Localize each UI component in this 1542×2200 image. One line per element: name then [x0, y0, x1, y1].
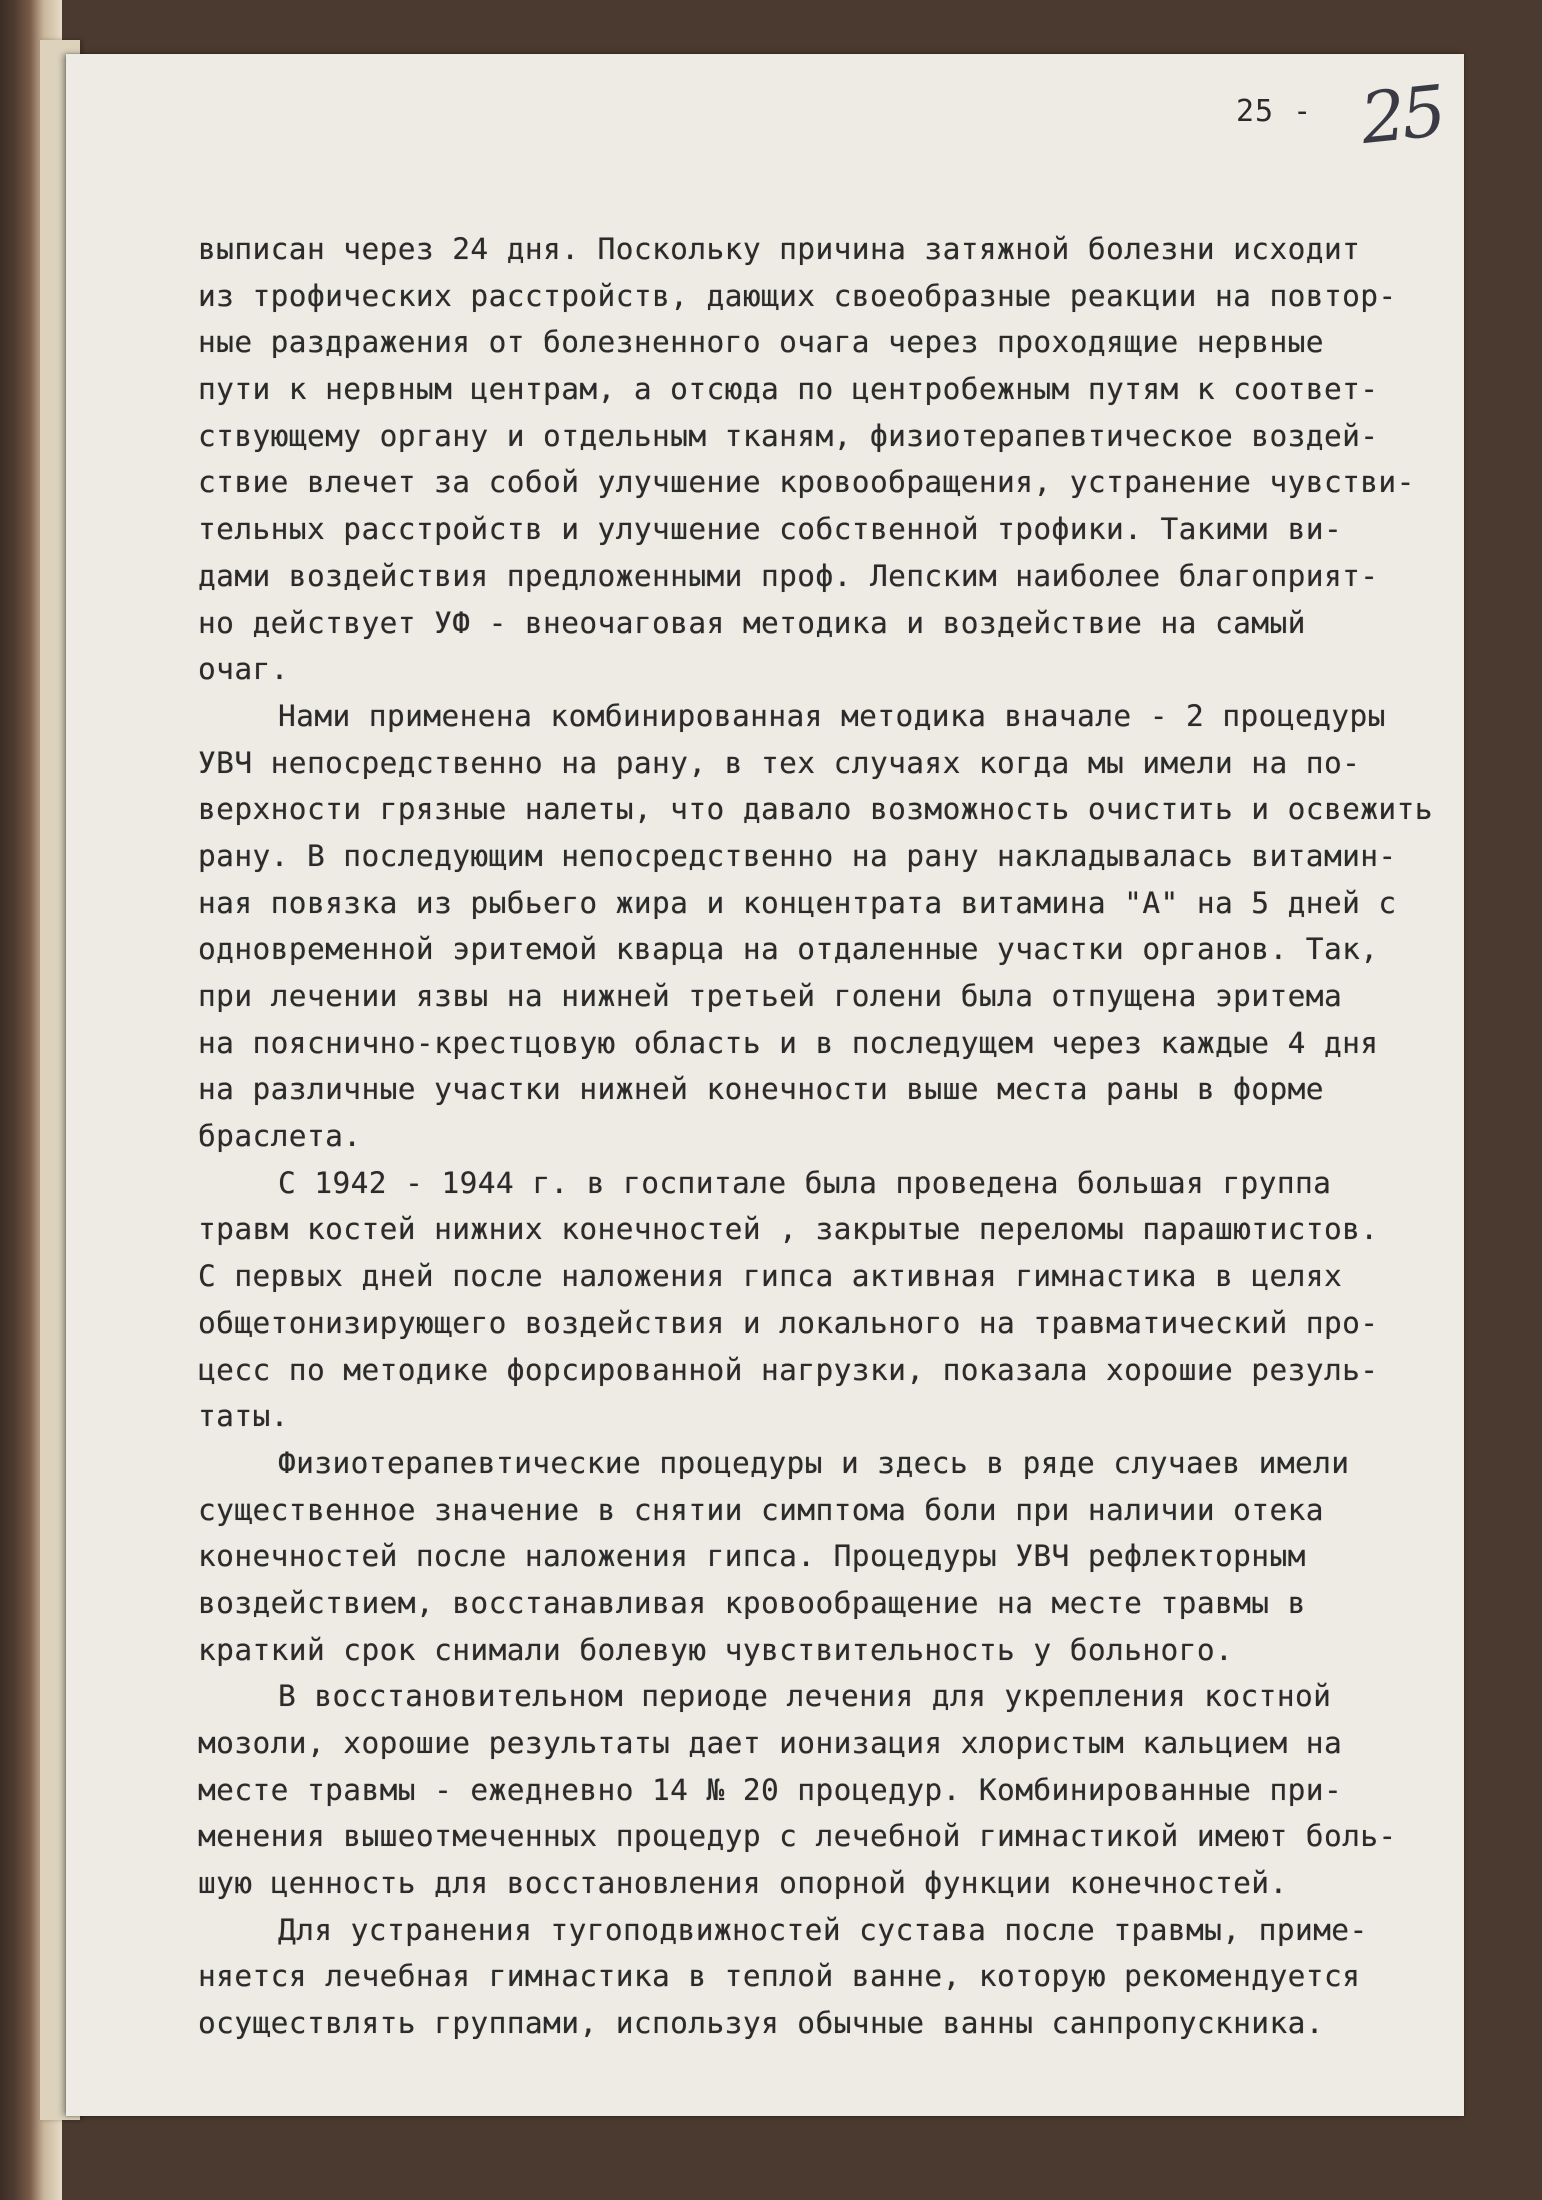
text-line: С первых дней после наложения гипса активная гимнастика в целях [198, 1259, 1343, 1294]
text-line: цесс по методике форсированной нагрузки, показала хорошие резуль- [198, 1352, 1379, 1387]
text-line: пути к нервным центрам, а отсюда по центробежным путям к соответ- [198, 372, 1379, 407]
text-line: на пояснично-крестцовую область и в последущем через каждые 4 дня [198, 1025, 1379, 1060]
text-line: одновременной эритемой кварца на отдаленные участки органов. Так, [198, 932, 1379, 967]
text-line: браслета. [198, 1119, 362, 1154]
text-line: воздействием, восстанавливая кровообращение на месте травмы в [198, 1585, 1306, 1620]
text-line: при лечении язвы на нижней третьей голени была отпущена эритема [198, 979, 1343, 1013]
text-line: очаг. [198, 652, 289, 687]
paragraph-start-line: Для устранения тугоподвижностей сустава после травмы, приме- [278, 1912, 1368, 1947]
text-line: таты. [198, 1399, 289, 1434]
handwritten-archive-number: 25 [1356, 69, 1447, 161]
text-line: ствие влечет за собой улучшение кровообращения, устранение чувстви- [198, 465, 1415, 500]
text-line: верхности грязные налеты, что давало возможность очистить и освежить [198, 792, 1433, 827]
text-line: дами воздействия предложенными проф. Лепским наиболее благоприят- [198, 558, 1379, 593]
text-line: мозоли, хорошие результаты дает ионизация хлористым кальцием на [198, 1726, 1343, 1760]
text-line: тельных расстройств и улучшение собственной трофики. Такими ви- [198, 512, 1343, 547]
text-line: ная повязка из рыбьего жира и концентрата витамина "А" на 5 дней с [198, 885, 1397, 920]
text-line: но действует УФ - внеочаговая методика и воздействие на самый [198, 605, 1306, 640]
text-line: на различные участки нижней конечности выше места раны в форме [198, 1072, 1324, 1107]
text-line: рану. В последующим непосредственно на рану накладывалась витамин- [198, 838, 1397, 873]
text-line: осуществлять группами, используя обычные ванны санпропускника. [198, 2006, 1324, 2041]
page-number: 25 - [1236, 94, 1313, 129]
text-line: конечностей после наложения гипса. Процедуры УВЧ рефлекторным [198, 1539, 1306, 1574]
text-line: ствующему органу и отдельным тканям, физиотерапевтическое воздей- [198, 418, 1379, 453]
text-line: краткий срок снимали болевую чувствительность у больного. [198, 1632, 1234, 1667]
text-line: выписан через 24 дня. Поскольку причина затяжной болезни исходит [198, 232, 1361, 266]
text-line: из трофических расстройств, дающих своеобразные реакции на повтор- [198, 278, 1397, 313]
text-line: УВЧ непосредственно на рану, в тех случаях когда мы имели на по- [198, 745, 1361, 780]
text-line: существенное значение в снятии симптома боли при наличии отека [198, 1492, 1324, 1527]
text-line: няется лечебная гимнастика в теплой ванне, которую рекомендуется [198, 1959, 1361, 1994]
text-line: ные раздражения от болезненного очага через проходящие нервные [198, 325, 1324, 360]
paragraph-start-line: В восстановительном периоде лечения для укрепления костной [278, 1679, 1332, 1714]
document-page [66, 54, 1464, 2116]
text-line: травм костей нижних конечностей , закрытые переломы парашютистов. [198, 1212, 1379, 1247]
paragraph-start-line: С 1942 - 1944 г. в госпитале была проведена большая группа [278, 1165, 1332, 1200]
text-line: шую ценность для восстановления опорной функции конечностей. [198, 1866, 1288, 1901]
paragraph-start-line: Физиотерапевтические процедуры и здесь в ряде случаев имели [278, 1445, 1350, 1480]
paragraph-start-line: Нами применена комбинированная методика вначале - 2 процедуры [278, 698, 1386, 733]
text-line: менения вышеотмеченных процедур с лечебной гимнастикой имеют боль- [198, 1819, 1397, 1854]
text-line: месте травмы - ежедневно 14 № 20 процедур. Комбинированные при- [198, 1772, 1343, 1807]
text-line: общетонизирующего воздействия и локального на травматический про- [198, 1305, 1379, 1340]
body-text [198, 226, 1458, 2047]
